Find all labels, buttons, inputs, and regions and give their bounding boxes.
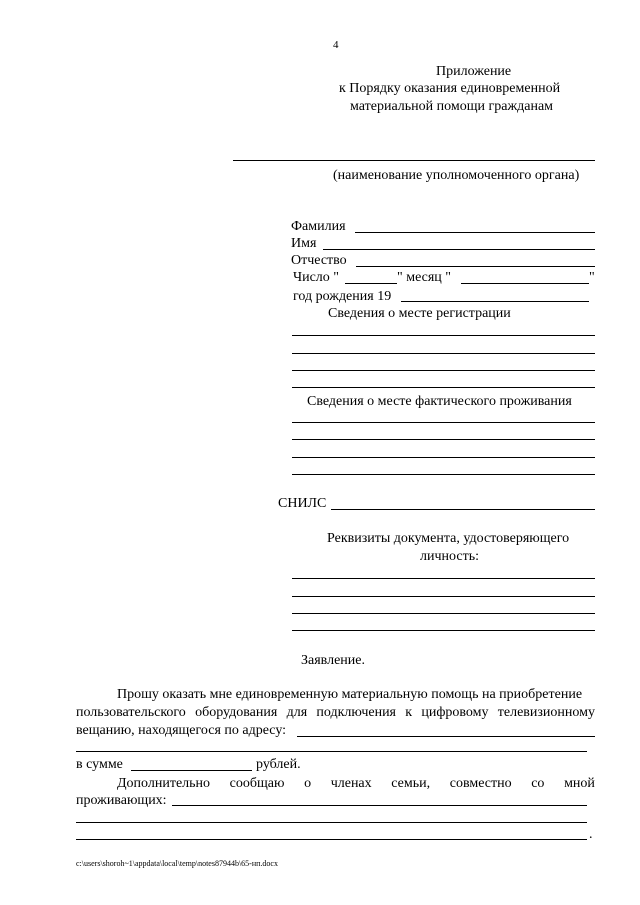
patronymic-label: Отчество [291,253,347,268]
surname-label: Фамилия [291,219,346,234]
appendix-line-3: материальной помощи гражданам [350,99,554,114]
word: совместно [449,776,512,791]
snils-field[interactable] [331,509,595,510]
month-field[interactable] [461,283,589,284]
appendix-line-2: к Порядку оказания единовременной [339,81,561,96]
residence-line-3[interactable] [292,457,595,458]
statement-paragraph-1-line-2: пользовательского оборудования для подключения к цифровому телевизионному [76,705,595,720]
statement-title: Заявление. [301,653,365,668]
statement-paragraph-1-line-1: Прошу оказать мне единовременную материальную помощь на приобретение [117,687,583,702]
registration-heading: Сведения о месте регистрации [328,306,511,321]
registration-line-4[interactable] [292,387,595,388]
name-field[interactable] [323,249,595,250]
word: со [531,776,545,791]
sum-label: в сумме [76,757,123,772]
residence-line-2[interactable] [292,439,595,440]
word: мной [564,776,595,791]
registration-line-1[interactable] [292,335,595,336]
sum-unit: рублей. [256,757,301,772]
snils-label: СНИЛС [278,496,327,511]
address-field[interactable] [297,736,595,737]
id-document-line-3[interactable] [292,613,595,614]
residence-heading: Сведения о месте фактического проживания [307,394,572,409]
household-field-line-2[interactable] [76,822,587,823]
word: сообщаю [229,776,285,791]
household-field-line-3[interactable] [76,839,587,840]
footer-file-path: c:\users\shoroh~1\appdata\local\temp\notes87944b\65-нп.docx [76,859,278,868]
day-field[interactable] [345,283,397,284]
id-document-line-2[interactable] [292,596,595,597]
statement-address-label: вещанию, находящегося по адресу: [76,723,287,738]
surname-field[interactable] [355,232,595,233]
residence-line-4[interactable] [292,474,595,475]
word: Дополнительно [117,776,211,791]
appendix-title: Приложение [436,64,512,79]
sum-field[interactable] [131,770,252,771]
page-number: 4 [333,39,339,51]
month-close-quote: " [589,270,595,285]
month-label: " месяц " [397,270,451,285]
id-document-heading-line-2: личность: [420,549,479,564]
id-document-line-1[interactable] [292,578,595,579]
registration-line-3[interactable] [292,370,595,371]
household-label: проживающих: [76,793,167,808]
word: о [304,776,312,791]
household-field[interactable] [172,805,587,806]
id-document-heading-line-1: Реквизиты документа, удостоверяющего [327,531,570,546]
authority-name-field[interactable] [233,160,595,161]
statement-paragraph-2-line-1 [117,776,595,792]
day-label: Число " [293,270,340,285]
registration-line-2[interactable] [292,353,595,354]
address-field-line-2[interactable] [76,751,587,752]
authority-caption: (наименование уполномоченного органа) [333,168,580,183]
residence-line-1[interactable] [292,422,595,423]
final-period: . [589,827,593,842]
birth-year-label: год рождения 19 [293,289,392,304]
word: членах [330,776,372,791]
birth-year-field[interactable] [401,301,589,302]
word: семьи, [391,776,431,791]
patronymic-field[interactable] [356,266,595,267]
name-label: Имя [291,236,317,251]
id-document-line-4[interactable] [292,630,595,631]
